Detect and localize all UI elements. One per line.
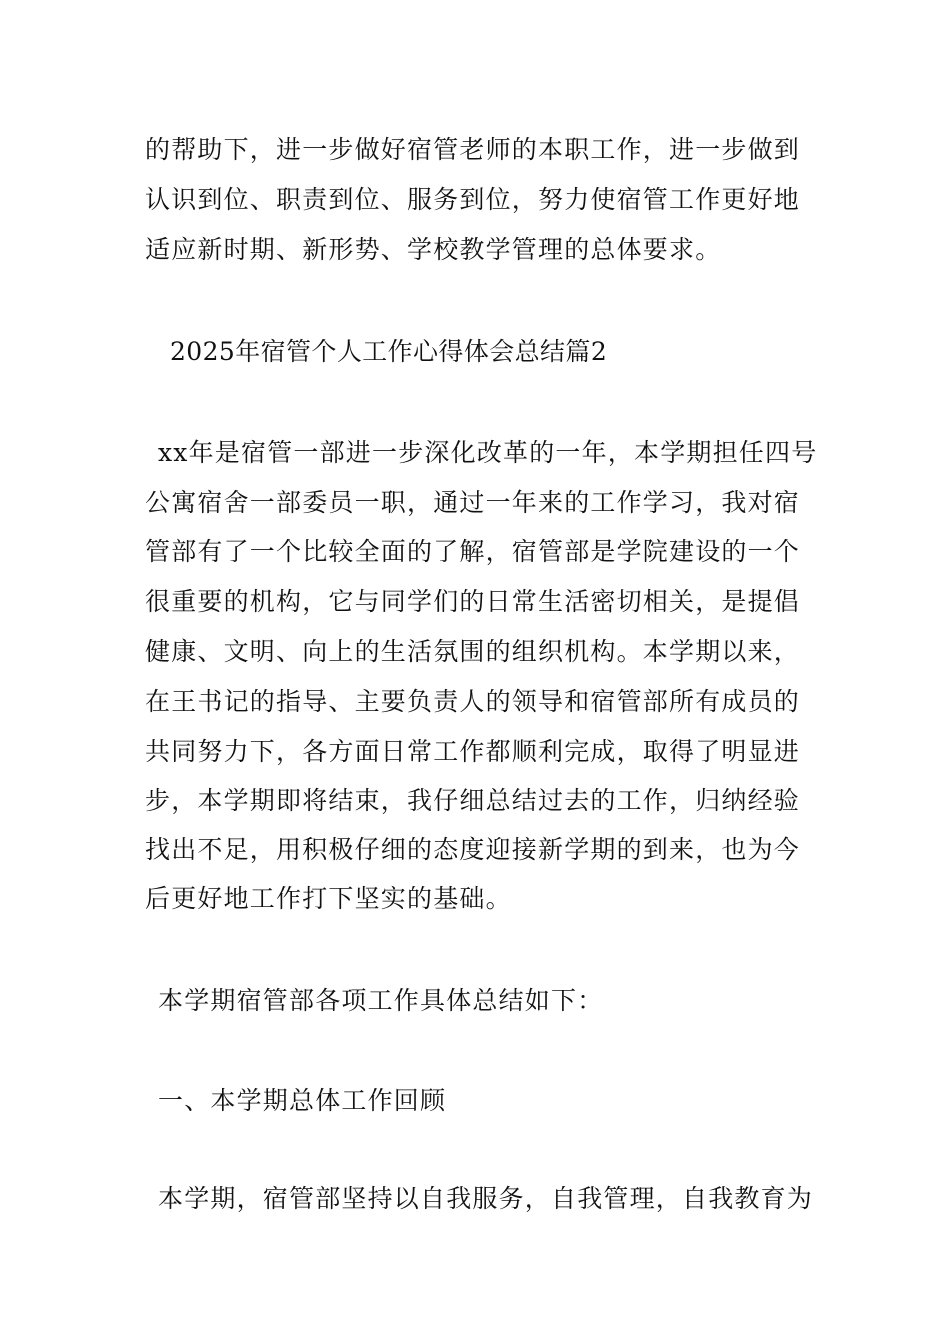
paragraph-1-line-2: 认识到位、职责到位、服务到位，努力使宿管工作更好地	[145, 185, 801, 214]
paragraph-2-line-5: 健康、文明、向上的生活氛围的组织机构。本学期以来，	[145, 637, 801, 666]
paragraph-2-line-10: 后更好地工作打下坚实的基础。	[145, 884, 512, 913]
paragraph-2-line-8: 步，本学期即将结束，我仔细总结过去的工作，归纳经验	[145, 786, 801, 815]
paragraph-2-line-6: 在王书记的指导、主要负责人的领导和宿管部所有成员的	[145, 687, 801, 716]
section-title: 2025年宿管个人工作心得体会总结篇2	[170, 337, 608, 366]
paragraph-2-line-1: xx年是宿管一部进一步深化改革的一年，本学期担任四号	[158, 438, 818, 467]
subheading-1: 一、本学期总体工作回顾	[158, 1086, 447, 1115]
paragraph-3: 本学期宿管部各项工作具体总结如下：	[158, 986, 604, 1015]
paragraph-1-line-1: 的帮助下，进一步做好宿管老师的本职工作，进一步做到	[145, 135, 801, 164]
paragraph-4-line-1: 本学期，宿管部坚持以自我服务，自我管理，自我教育为	[158, 1184, 814, 1213]
paragraph-1-line-3: 适应新时期、新形势、学校教学管理的总体要求。	[145, 235, 722, 264]
paragraph-2-line-7: 共同努力下，各方面日常工作都顺利完成，取得了明显进	[145, 737, 801, 766]
paragraph-2-line-4: 很重要的机构，它与同学们的日常生活密切相关，是提倡	[145, 587, 801, 616]
paragraph-2-line-3: 管部有了一个比较全面的了解，宿管部是学院建设的一个	[145, 537, 801, 566]
paragraph-2-line-2: 公寓宿舍一部委员一职，通过一年来的工作学习，我对宿	[145, 488, 801, 517]
paragraph-2-line-9: 找出不足，用积极仔细的态度迎接新学期的到来，也为今	[145, 835, 801, 864]
